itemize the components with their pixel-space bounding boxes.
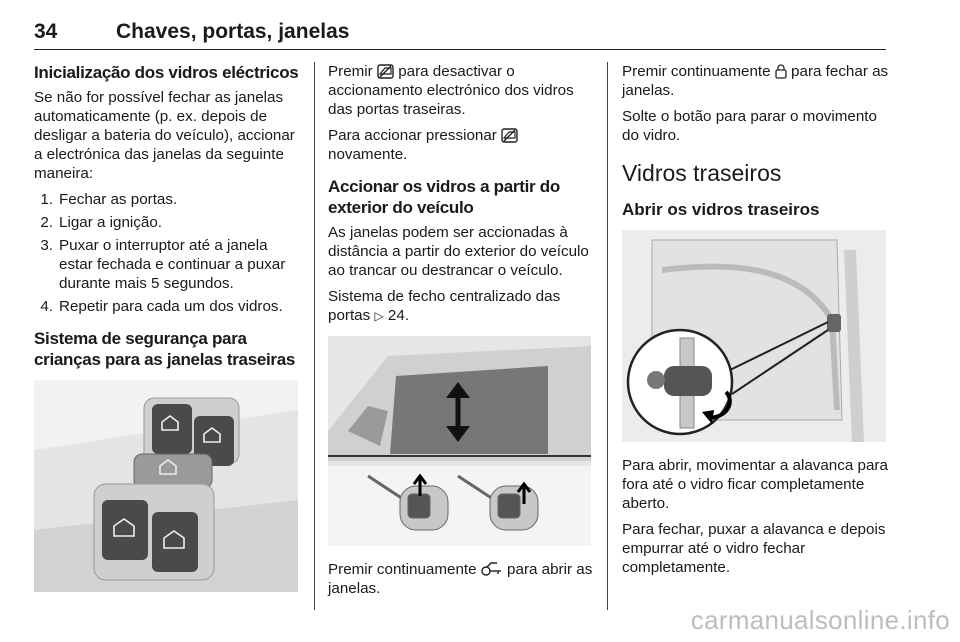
intro-paragraph: Se não for possível fechar as janelas automaticamente (p. ex. depois de desligar a bateria do veículo), accionar a electrónica das janelas da seguinte maneira: [34,89,295,182]
child-lock-paragraph: Premir para desactivar o accionamento electrónico dos vidros das portas traseiras. [328,63,574,118]
rear-window-latch-illustration [622,230,886,442]
column-3 [622,62,892,584]
close-windows-paragraph: Premir continuamente para fechar as janelas. [622,63,889,99]
page-title: Chaves, portas, janelas [116,20,350,43]
watermark: carmanualsonline.info [690,605,950,635]
close-instruction-paragraph: Para fechar, puxar a alavanca e depois empurrar até o vidro fechar completamente. [622,521,886,576]
column-2 [328,62,598,605]
list-item: 3. Puxar o interruptor até a janela estar fechada e continuar a puxar durante mais 5 segundos. [40,237,286,292]
page-reference-arrow-icon: ▷ [374,309,384,323]
list-item: 2. Ligar a ignição. [40,214,163,231]
section-heading-exterior: Accionar os vidros a partir do exterior do veículo [328,177,560,217]
reactivate-paragraph: Para accionar pressionar novamente. [328,126,598,164]
child-lock-icon [501,128,518,143]
steps-list [34,190,304,316]
list-item: 1. Fechar as portas. [40,191,178,208]
window-switch-panel-illustration [34,380,298,592]
column-divider-1 [314,62,315,610]
remote-paragraph: As janelas podem ser accionadas à distância a partir do exterior do veículo ao trancar ou destrancar o veículo. [328,224,589,279]
stop-paragraph: Solte o botão para parar o movimento do vidro. [622,108,877,144]
section-heading-window-init: Inicialização dos vidros eléctricos [34,63,299,82]
page-number: 34 [34,20,58,43]
open-instruction-paragraph: Para abrir, movimentar a alavanca para fora até o vidro ficar completamente aberto. [622,457,888,512]
column-divider-2 [607,62,608,610]
page-header [34,10,886,50]
section-heading-child-safety: Sistema de segurança para crianças para as janelas traseiras [34,329,296,369]
lock-key-icon [775,64,787,79]
remote-key-window-illustration [328,336,591,546]
central-locking-paragraph: Sistema de fecho centralizado das portas ▷ 24. [328,288,561,324]
child-lock-icon [377,64,394,79]
list-item: 4. Repetir para cada um dos vidros. [40,298,283,315]
section-title-rear-windows: Vidros traseiros [622,160,782,186]
unlock-key-icon [481,562,503,577]
column-1 [34,62,304,606]
subheading-open-rear: Abrir os vidros traseiros [622,200,820,219]
open-windows-paragraph: Premir continuamente para abrir as janelas. [328,561,593,597]
